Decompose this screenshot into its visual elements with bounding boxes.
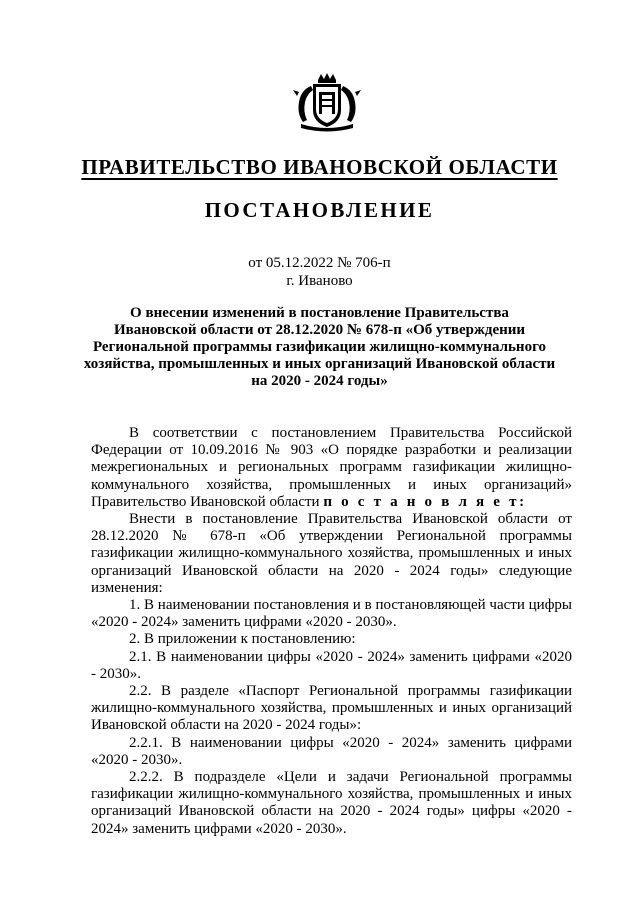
paragraph: Внести в постановление Правительства Ивановской области от 28.12.2020 № 678-п «Об утверждении Региональной программы газификации жилищно-коммунального хозяйства, промышленных и иных организаций Ивановской области на 2020 - 2024 годы» следующие изменения: [91,511,572,596]
ivanovo-coat-of-arms-icon [291,72,363,132]
subject-line: Ивановской области от 28.12.2020 № 678-п «Об утверждении [113,322,526,338]
date-number: от 05.12.2022 № 706-п [248,255,391,271]
document-type-title: ПОСТАНОВЛЕНИЕ [204,198,435,222]
decree-word: п о с т а н о в л я е т: [323,493,527,510]
paragraph: 2.2.1. В наименовании цифры «2020 - 2024» заменить цифрами «2020 - 2030». [91,734,572,768]
city: г. Иваново [286,273,353,289]
subject-line: О внесении изменений в постановление Правительства [130,305,509,321]
subject-line: хозяйства, промышленных и иных организаций Ивановской области [83,356,556,372]
paragraph: 2.2. В разделе «Паспорт Региональной программы газификации жилищно-коммунального хозяйства, промышленных и иных организаций Ивановской области на 2020 - 2024 годы»: [91,683,572,734]
paragraph: 1. В наименовании постановления и в постановляющей части цифры «2020 - 2024» заменить цифрами «2020 - 2030». [91,597,572,631]
subject-line: на 2020 - 2024 годы» [251,373,388,389]
document-body [91,425,572,838]
organization-name: ПРАВИТЕЛЬСТВО ИВАНОВСКОЙ ОБЛАСТИ [81,155,558,179]
organization-title [0,155,639,180]
paragraph: 2.1. В наименовании цифры «2020 - 2024» заменить цифрами «2020 - 2030». [91,648,572,682]
document-subject [60,305,579,390]
paragraph-preamble [91,425,572,511]
paragraph: 2. В приложении к постановлению: [129,631,356,648]
paragraph: 2.2.2. В подразделе «Цели и задачи Региональной программы газификации жилищно-коммунального хозяйства, промышленных и иных организаций Ивановской области на 2020 - 2024 годы» цифры «2020 - 2024» заменить цифрами «2020 - 2030». [91,769,572,837]
preamble-text: В соответствии с постановлением Правительства Российской Федерации от 10.09.2016 № 903 «О порядке разработки и реализации межрегиональных и региональных программ газификации жилищно-коммунального хозяйства, промышленных и иных организаций» Правительство Ивановской области [91,425,572,510]
subject-line: Региональной программы газификации жилищно-коммунального [92,339,547,355]
document-meta [0,254,639,290]
